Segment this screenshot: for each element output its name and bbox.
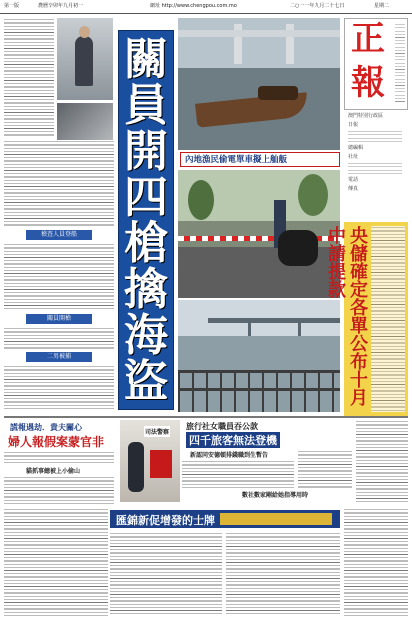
left-story-text-mid <box>4 140 114 228</box>
police-sign: 司法警察 <box>144 426 170 437</box>
right-story-text <box>371 226 405 412</box>
bottom-banner <box>4 508 408 620</box>
evidence-photo <box>57 103 113 145</box>
left-story-column <box>4 18 114 410</box>
bottom-mid-kicker: 旅行社女職員吞公款 <box>186 422 258 431</box>
bottom-mid-subhead-1: 新認同安德頓排錢職到生暫告 <box>190 452 269 459</box>
headline-char: 槍 <box>124 218 168 269</box>
bottom-banner-headline-text: 匯錦新促增發的士牌 <box>116 514 215 527</box>
section-label: 第一版 <box>4 3 20 9</box>
main-headline <box>118 30 174 410</box>
headline-char: 海 <box>124 310 168 361</box>
masthead-info: 澳門特別行政區 日報 總編輯 社址 電話 傳真 <box>344 112 408 220</box>
left-story-text-4 <box>4 365 114 410</box>
bottom-right-text <box>356 420 408 504</box>
masthead-char: 正 <box>351 19 385 59</box>
left-subhead-2: 關員開槍 <box>26 314 92 324</box>
bottom-left-story <box>4 420 180 504</box>
left-subhead-1: 稽查人員登船 <box>26 230 92 240</box>
bottom-left-subhead: 貓抓事總被上小偷山 <box>26 468 81 475</box>
photo-caption-text: 內地漁民偷電單車擬上舢舨 <box>185 155 288 165</box>
motorbike-photo <box>178 170 340 298</box>
page-header <box>0 0 412 14</box>
right-headline-line: 中請提款 <box>325 226 346 298</box>
headline-char: 員 <box>124 80 168 131</box>
boat-photo <box>178 18 340 150</box>
bottom-mid-story <box>182 420 352 504</box>
headline-char: 盜 <box>124 356 168 407</box>
bottom-left-headline: 婦人報假案蒙官非 <box>8 435 105 449</box>
bridge-photo <box>178 300 340 412</box>
bottom-mid-subhead-2: 數社數家剛給她指導用時 <box>242 492 309 499</box>
photo-caption <box>180 152 340 167</box>
weekday: 星期二 <box>374 3 390 9</box>
headline-char: 四 <box>124 172 168 223</box>
headline-char: 開 <box>124 126 168 177</box>
police-photo <box>120 420 180 502</box>
right-headline-line: 十月 <box>347 370 368 406</box>
right-story <box>325 222 408 416</box>
issue-date: 二○一一年九月二十七日 <box>290 3 345 9</box>
section-divider <box>4 416 408 418</box>
bottom-mid-headline: 四千旅客無法登機 <box>186 432 280 448</box>
masthead <box>344 18 408 110</box>
headline-char: 關 <box>124 34 168 85</box>
lunar-date: 農曆辛卯年九月初一 <box>38 3 84 9</box>
right-headline-line: 各單公布 <box>347 298 368 370</box>
left-subhead-3: 二男被捕 <box>26 352 92 362</box>
bottom-left-kicker: 謊報遇劫．貴夫關心 <box>10 423 82 432</box>
right-headline <box>325 226 368 412</box>
left-story-text-top <box>4 18 54 136</box>
headline-char: 擒 <box>124 264 168 315</box>
right-headline-line: 央儲確定 <box>347 226 368 298</box>
suspect-photo <box>57 18 113 100</box>
masthead-char: 報 <box>351 63 385 103</box>
left-story-text-2 <box>4 243 114 311</box>
website-link[interactable]: 網址 http://www.chengpou.com.mo <box>150 3 237 9</box>
left-story-text-3 <box>4 327 114 349</box>
bottom-banner-headline <box>110 510 340 528</box>
